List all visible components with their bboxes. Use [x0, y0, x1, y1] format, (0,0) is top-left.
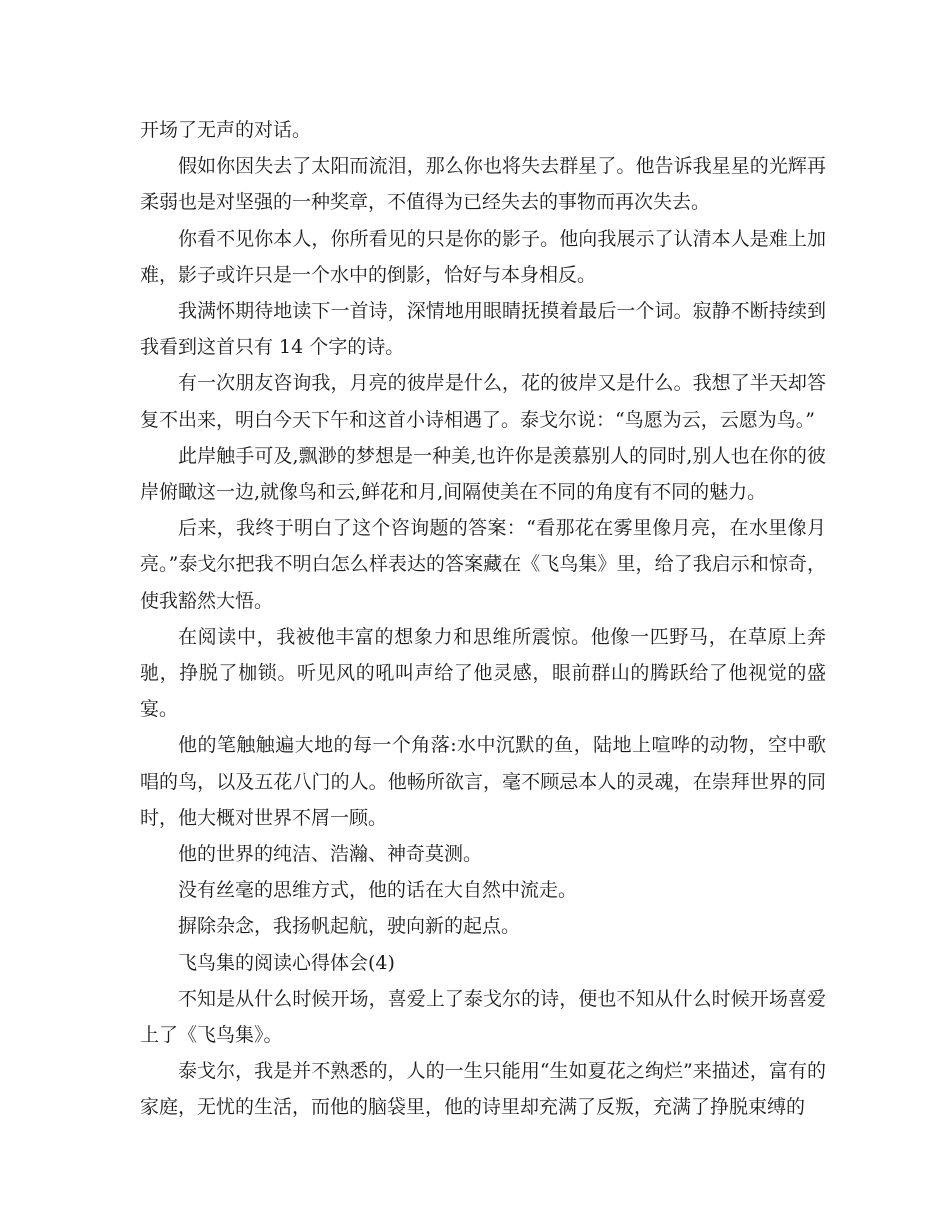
paragraph: 后来，我终于明白了这个咨询题的答案：“看那花在雾里像月亮，在水里像月亮。”泰戈尔把我不明白怎么样表达的答案藏在《飞鸟集》里，给了我启示和惊奇，使我豁然大悟。 [140, 517, 826, 612]
paragraph: 我满怀期待地读下一首诗，深情地用眼睛抚摸着最后一个词。寂静不断持续到我看到这首只有 14 个字的诗。 [140, 300, 826, 359]
section-heading: 飞鸟集的阅读心得体会(4) [178, 951, 395, 974]
document-page [140, 112, 826, 1126]
paragraph: 你看不见你本人，你所看见的只是你的影子。他向我展示了认清本人是难上加难，影子或许只是一个水中的倒影，恰好与本身相反。 [140, 227, 826, 286]
paragraph: 泰戈尔，我是并不熟悉的，人的一生只能用“生如夏花之绚烂”来描述，富有的家庭，无忧的生活，而他的脑袋里，他的诗里却充满了反叛，充满了挣脱束缚的 [140, 1060, 826, 1119]
paragraph: 假如你因失去了太阳而流泪，那么你也将失去群星了。他告诉我星星的光辉再柔弱也是对坚强的一种奖章，不值得为已经失去的事物而再次失去。 [140, 155, 826, 214]
paragraph: 此岸触手可及,飘渺的梦想是一种美,也许你是羡慕别人的同时,别人也在你的彼岸俯瞰这一边,就像鸟和云,鲜花和月,间隔使美在不同的角度有不同的魅力。 [140, 444, 826, 504]
paragraph: 他的世界的纯洁、浩瀚、神奇莫测。 [178, 843, 483, 866]
paragraph: 不知是从什么时候开场，喜爱上了泰戈尔的诗，便也不知从什么时候开场喜爱上了《飞鸟集》。 [140, 987, 826, 1047]
paragraph: 他的笔触触遍大地的每一个角落:水中沉默的鱼，陆地上喧哗的动物，空中歌唱的鸟，以及五花八门的人。他畅所欲言，毫不顾忌本人的灵魂，在崇拜世界的同时，他大概对世界不屑一顾。 [140, 734, 826, 829]
paragraph: 开场了无声的对话。 [140, 119, 312, 141]
paragraph: 摒除杂念，我扬帆起航，驶向新的起点。 [178, 915, 521, 938]
paragraph: 没有丝毫的思维方式，他的话在大自然中流走。 [178, 879, 578, 902]
paragraph: 在阅读中，我被他丰富的想象力和思维所震惊。他像一匹野马，在草原上奔驰，挣脱了枷锁。听见风的吼叫声给了他灵感，眼前群山的腾跃给了他视觉的盛宴。 [140, 625, 826, 721]
paragraph: 有一次朋友咨询我，月亮的彼岸是什么，花的彼岸又是什么。我想了半天却答复不出来，明白今天下午和这首小诗相遇了。泰戈尔说：“鸟愿为云，云愿为鸟。” [140, 372, 826, 431]
